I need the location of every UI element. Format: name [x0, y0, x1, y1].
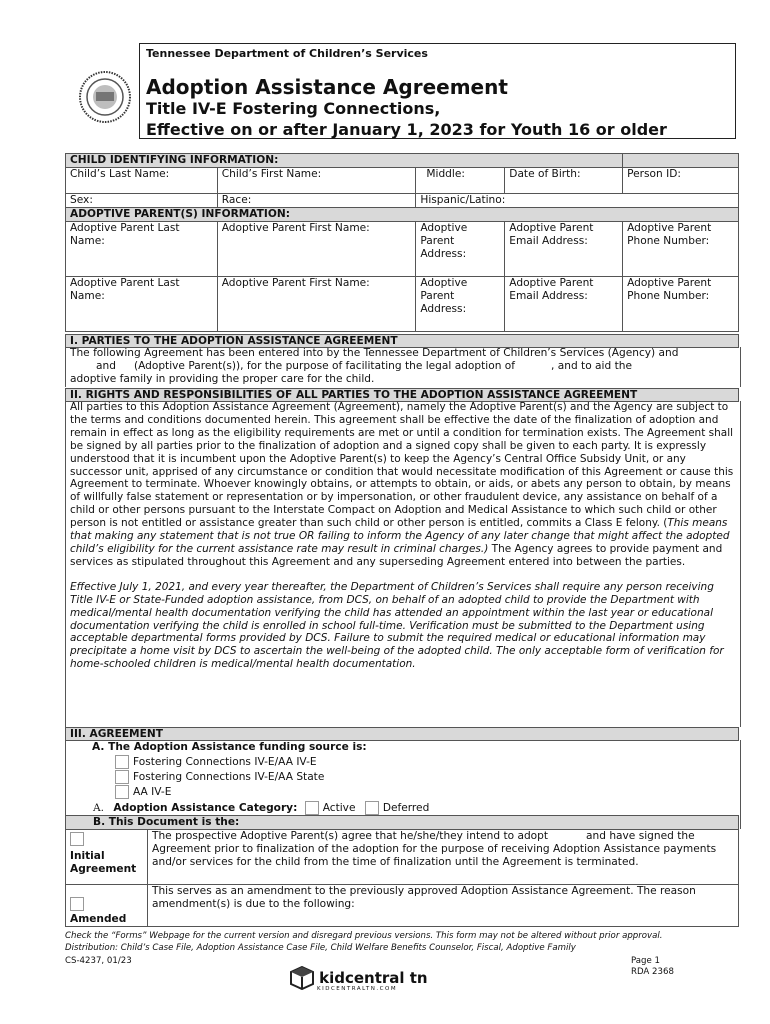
state-seal-icon: [78, 70, 132, 124]
funding-source-label: A. The Adoption Assistance funding source is:: [92, 741, 367, 753]
initial-text-2: and have signed the Agreement prior to finalization of the adoption for the purpose of receiving Adoption Assistance payments and/or services for the child from the time of finalization until the Agreement is terminated.: [152, 830, 717, 868]
middle-label: Middle:: [426, 168, 465, 180]
parent1-email-field[interactable]: Adoptive Parent Email Address:: [505, 222, 623, 277]
para-1-italic: This means that making any statement that is not true OR failing to inform the Agency of any later change that might affect the adopted child’s eligibility for the current assistance rate may result in criminal charges.): [70, 517, 730, 555]
checkbox[interactable]: [115, 785, 129, 799]
para-1-end: The Agency agrees to provide payment and services as stipulated throughout this Agreement and any superseding Agreement entered into between the parties.: [70, 542, 723, 568]
initial-checkbox[interactable]: [70, 832, 84, 846]
form-subtitle-2: Effective on or after January 1, 2023 for Youth 16 or older: [146, 120, 667, 139]
category-row: [93, 801, 429, 815]
child-info-header: CHILD IDENTIFYING INFORMATION:: [66, 154, 623, 168]
section-1-line-2: [70, 360, 736, 373]
initial-label: Initial Agreement: [70, 850, 137, 875]
section-1-body: [65, 347, 741, 387]
parent2-address-field[interactable]: Adoptive Parent Address:: [416, 277, 505, 332]
child-last-name-field[interactable]: Child’s Last Name:: [66, 168, 218, 194]
section-2-para-1: [70, 401, 736, 569]
parent2-phone-field[interactable]: Adoptive Parent Phone Number:: [623, 277, 739, 332]
child-sex-field[interactable]: Sex:: [66, 194, 218, 208]
amended-checkbox[interactable]: [70, 897, 84, 911]
section-2-para-2: Effective July 1, 2021, and every year thereafter, the Department of Children’s Services shall require any person receiving Title IV-E or State-Funded adoption assistance, from DCS, on behalf of an adopted child to provide the Department with medical/mental health documentation verifying the child has attended an appointment within the last year or educational documentation verifying the child is enrolled in school full-time. Verification must be submitted to the Department using acceptable departmental forms provided by DCS. Failure to submit the required medical or educational information may precipitate a home visit by DCS to ascertain the well-being of the adopted child. The only acceptable form of verification for home-schooled children is medical/mental health documentation.: [70, 580, 724, 671]
kidcentral-cube-icon: [290, 966, 314, 990]
section-3-header: III. AGREEMENT: [65, 727, 739, 741]
identifying-info-table: [65, 153, 739, 332]
section-1-line-1: The following Agreement has been entered into by the Tennessee Department of Children’s Services (Agency) and: [70, 347, 679, 359]
form-subtitle-1: Title IV-E Fostering Connections,: [146, 99, 441, 118]
parent2-last-name-field[interactable]: Adoptive Parent Last Name:: [66, 277, 218, 332]
section-1-header: I. PARTIES TO THE ADOPTION ASSISTANCE AGREEMENT: [65, 334, 739, 348]
child-first-name-field[interactable]: Child’s First Name:: [217, 168, 416, 194]
deferred-checkbox[interactable]: [365, 801, 379, 815]
option-aa-iv-e[interactable]: [115, 785, 171, 799]
rda-number: RDA 2368: [631, 967, 674, 977]
initial-text-1: The prospective Adoptive Parent(s) agree that he/she/they intend to adopt: [152, 830, 549, 842]
parent1-phone-field[interactable]: Adoptive Parent Phone Number:: [623, 222, 739, 277]
initial-cell: [66, 830, 148, 885]
child-person-id-field[interactable]: Person ID:: [623, 168, 739, 194]
section-2-body: [65, 401, 741, 727]
initial-description: [148, 830, 739, 885]
parent1-address-field[interactable]: Adoptive Parent Address:: [416, 222, 505, 277]
form-title: Adoption Assistance Agreement: [146, 75, 508, 99]
document-type-table: [65, 829, 739, 927]
and-text: and: [96, 359, 116, 372]
form-id: CS-4237, 01/23: [65, 956, 132, 966]
amended-cell: [66, 885, 148, 927]
footer-note-1: Check the “Forms” Webpage for the current version and disregard previous versions. This form may not be altered without prior approval.: [65, 931, 663, 941]
department-name: Tennessee Department of Children’s Services: [146, 47, 428, 60]
section-2-header: II. RIGHTS AND RESPONSIBILITIES OF ALL PARTIES TO THE ADOPTION ASSISTANCE AGREEMENT: [65, 388, 739, 402]
category-label: Adoption Assistance Category:: [113, 802, 298, 814]
document-type-label: B. This Document is the:: [65, 815, 739, 830]
option-label: Fostering Connections IV-E/AA IV-E: [133, 756, 317, 768]
logo-subtext: KIDCENTRALTN.COM: [317, 986, 398, 992]
amended-description: This serves as an amendment to the previously approved Adoption Assistance Agreement. The reason amendment(s) is due to the following:: [148, 885, 739, 927]
active-checkbox[interactable]: [305, 801, 319, 815]
child-middle-field[interactable]: [416, 168, 505, 194]
active-label: Active: [322, 802, 356, 814]
option-label: Fostering Connections IV-E/AA State: [133, 771, 325, 783]
footer-note-2: Distribution: Child’s Case File, Adoption Assistance Case File, Child Welfare Benefits Counselor, Fiscal, Adoptive Family: [65, 943, 576, 953]
child-race-field[interactable]: Race:: [217, 194, 416, 208]
deferred-label: Deferred: [382, 802, 430, 814]
checkbox[interactable]: [115, 770, 129, 784]
option-fc-state[interactable]: [115, 770, 324, 784]
para-1-text: All parties to this Adoption Assistance Agreement (Agreement), namely the Adoptive Parent(s) and the Agency are subject to the terms and conditions documented herein. This agreement shall be effective the date of the finalization of adoption and remain in effect as long as the eligibility requirements are met or until a condition for termination exists. The Agreement shall be signed by all parties prior to the finalization of adoption and a signed copy shall be given to each party. It is expressly understood that it is incumbent upon the Adoptive Parent(s) to keep the Agency’s Central Office Subsidy Unit, or any successor unit, apprised of any circumstance or condition that would necessitate modification of this Agreement or cause this Agreement to terminate. Whoever knowingly obtains, or attempts to obtain, or aids, or abets any person to obtain, by means of willfully false statement or representation or by impersonation, or other fraudulent device, any assistance on behalf of a child or other persons pursuant to the Interstate Compact on Adoption and Medical Assistance to which such child or other person is not entitled or assistance greater than such child or other person is entitled, commits a Class E felony. (: [70, 401, 734, 530]
option-label: AA IV-E: [133, 786, 172, 798]
purpose-text: (Adoptive Parent(s)), for the purpose of facilitating the legal adoption of: [133, 359, 516, 372]
cat-prefix: A.: [93, 802, 105, 814]
parent2-email-field[interactable]: Adoptive Parent Email Address:: [505, 277, 623, 332]
parent1-last-name-field[interactable]: Adoptive Parent Last Name:: [66, 222, 218, 277]
section-1-line-3: adoptive family in providing the proper care for the child.: [70, 372, 375, 385]
logo-text: kidcentral tn: [319, 969, 428, 987]
child-dob-field[interactable]: Date of Birth:: [505, 168, 623, 194]
parent1-first-name-field[interactable]: Adoptive Parent First Name:: [217, 222, 416, 277]
parent-info-header: ADOPTIVE PARENT(S) INFORMATION:: [66, 208, 739, 222]
aid-text: , and to aid the: [551, 359, 632, 372]
parent2-first-name-field[interactable]: Adoptive Parent First Name:: [217, 277, 416, 332]
amended-label: Amended: [70, 913, 127, 925]
option-fc-iv-e[interactable]: [115, 755, 317, 769]
checkbox[interactable]: [115, 755, 129, 769]
child-hispanic-field[interactable]: Hispanic/Latino:: [416, 194, 739, 208]
page-number: Page 1: [631, 956, 661, 966]
kidcentral-logo: [290, 966, 428, 992]
